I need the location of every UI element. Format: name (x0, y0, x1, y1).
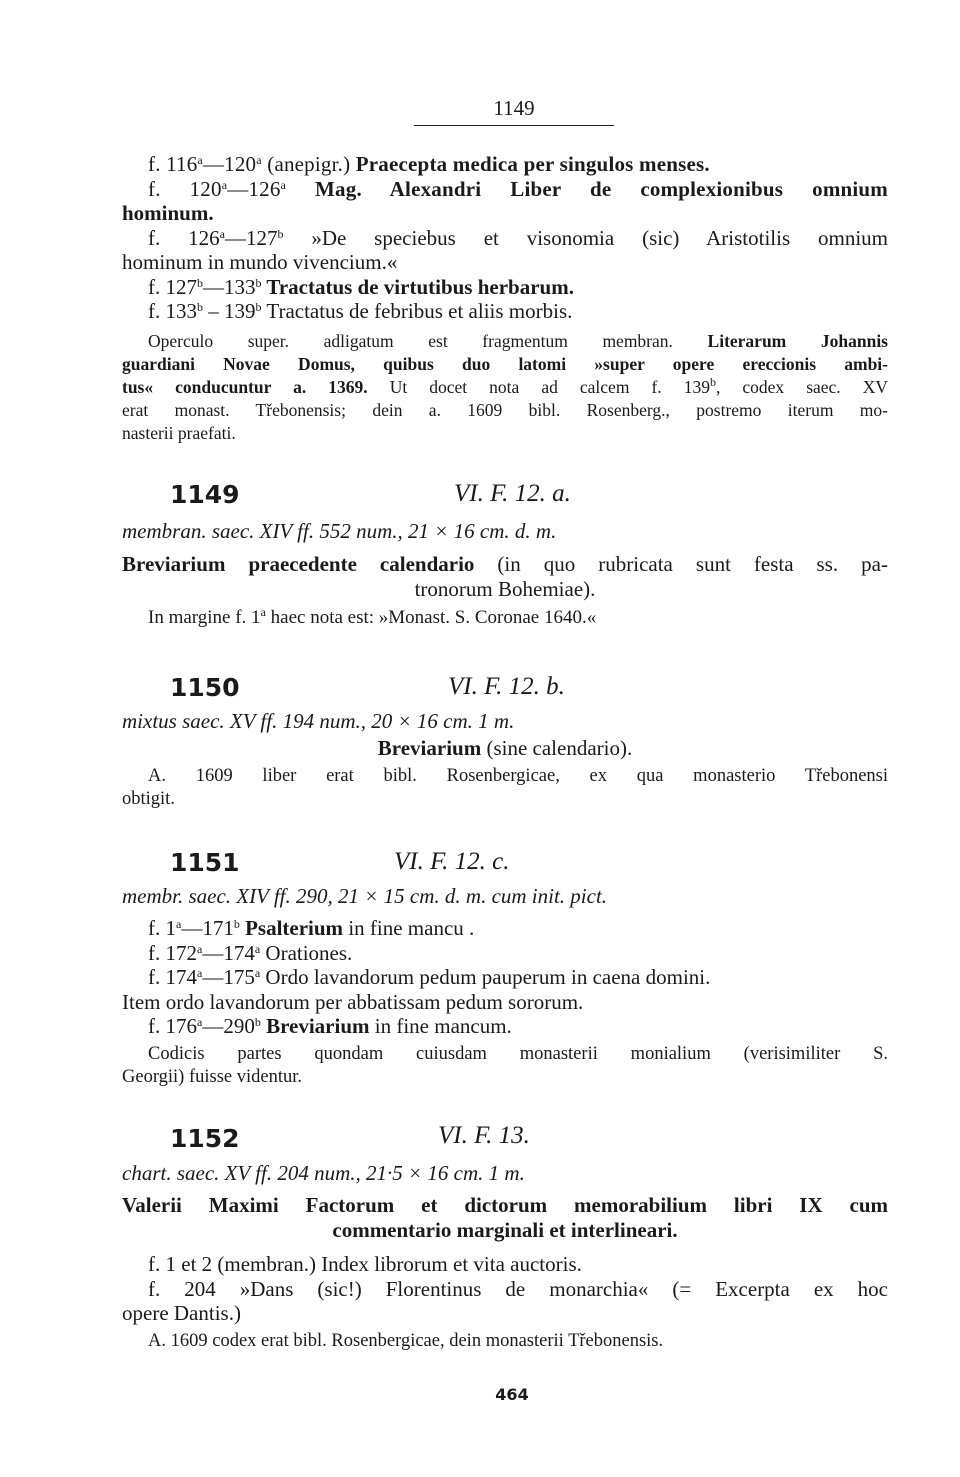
content-line: opere Dantis.) (122, 1301, 241, 1325)
title-line: tronorum Bohemiae). (414, 576, 596, 601)
content-line: f. 204 »Dans (sic!) Florentinus de monarchia« (= Excerpta ex hoc (148, 1276, 888, 1301)
content-line: f. 1$^a$—171$^b$ Psalterium in fine mancu . (148, 916, 475, 940)
physical-description: membran. saec. XIV ff. 552 num., 21 × 16 cm. d. m. (122, 519, 557, 543)
physical-description: mixtus saec. XV ff. 194 num., 20 × 16 cm. 1 m. (122, 709, 515, 733)
shelf-signature: VI. F. 13. (438, 1122, 530, 1149)
head-rule (414, 125, 614, 126)
title-line: Valerii Maximi Factorum et dictorum memorabilium libri IX cum (122, 1193, 888, 1217)
content-line: f. 172$^a$—174$^a$ Orationes. (148, 940, 353, 965)
note-line: obtigit. (122, 788, 175, 809)
note-line: tus« conducuntur a. 1369. Ut docet nota ad calcem f. 139$^b$, codex saec. XV (122, 374, 888, 397)
title-line: Breviarium (sine calendario). (377, 736, 633, 760)
entry-contents (122, 1193, 888, 1353)
content-line: f. 120$^a$—126$^a$ Mag. Alexandri Liber de complexionibus omnium (148, 176, 889, 201)
entry-number: 1152 (170, 1124, 240, 1153)
content-line: f. 174$^a$—175$^a$ Ordo lavandorum pedum pauperum in caena domini. (148, 965, 711, 989)
content-line: f. 176$^a$—290$^b$ Breviarium in fine mancum. (148, 1014, 512, 1038)
content-line: f. 116$^a$—120$^a$ (anepigr.) Praecepta medica per singulos menses. (148, 152, 710, 176)
note-line: A. 1609 liber erat bibl. Rosenbergicae, ex qua monasterio Třebonensi (148, 765, 888, 786)
entry-contents (122, 736, 888, 811)
catalog-page (122, 0, 888, 1477)
note-line: Codicis partes quondam cuiusdam monasterii monialium (verisimiliter S. (148, 1043, 888, 1064)
note-line: A. 1609 codex erat bibl. Rosenbergicae, dein monasterii Třebonensis. (148, 1330, 664, 1351)
content-line: hominum in mundo vivencium.« (122, 250, 398, 274)
note-line: In margine f. 1$^a$ haec nota est: »Monast. S. Coronae 1640.« (148, 605, 597, 628)
note-line: guardiani Novae Domus, quibus duo latomi »super opere ereccionis ambi- (122, 353, 888, 374)
physical-description: chart. saec. XV ff. 204 num., 21·5 × 16 cm. 1 m. (122, 1161, 525, 1185)
content-line: f. 126$^a$—127$^b$ »De speciebus et visonomia (sic) Aristotilis omnium (148, 225, 888, 250)
note-line: Georgii) fuisse videntur. (122, 1066, 303, 1087)
content-line: f. 127$^b$—133$^b$ Tractatus de virtutibus herbarum. (148, 274, 574, 299)
entry-number: 1150 (170, 673, 240, 702)
title-line: commentario marginali et interlineari. (332, 1217, 678, 1242)
previous-entry-contents (122, 152, 888, 445)
content-line: f. 133$^b$ – 139$^b$ Tractatus de febribus et aliis morbis. (148, 299, 573, 323)
content-line: Item ordo lavandorum per abbatissam pedum sororum. (122, 989, 584, 1014)
entry-number: 1151 (170, 848, 240, 877)
entry-contents (122, 916, 888, 1089)
entry-number: 1149 (170, 480, 240, 509)
running-head: 1149 (493, 96, 535, 120)
entry-contents (122, 552, 888, 629)
page-number: 464 (495, 1385, 529, 1404)
note-line: nasterii praefati. (122, 422, 236, 443)
shelf-signature: VI. F. 12. a. (454, 480, 571, 507)
note-line: erat monast. Třebonensis; dein a. 1609 bibl. Rosenberg., postremo iterum mo- (122, 399, 888, 420)
note-line: Operculo super. adligatum est fragmentum membran. Literarum Johannis (148, 330, 888, 351)
shelf-signature: VI. F. 12. b. (448, 673, 565, 700)
physical-description: membr. saec. XIV ff. 290, 21 × 15 cm. d. m. cum init. pict. (122, 884, 608, 908)
content-line: hominum. (122, 201, 214, 225)
shelf-signature: VI. F. 12. c. (394, 848, 510, 875)
title-line: Breviarium praecedente calendario (in quo rubricata sunt festa ss. pa- (122, 552, 888, 576)
content-line: f. 1 et 2 (membran.) Index librorum et vita auctoris. (148, 1252, 582, 1276)
